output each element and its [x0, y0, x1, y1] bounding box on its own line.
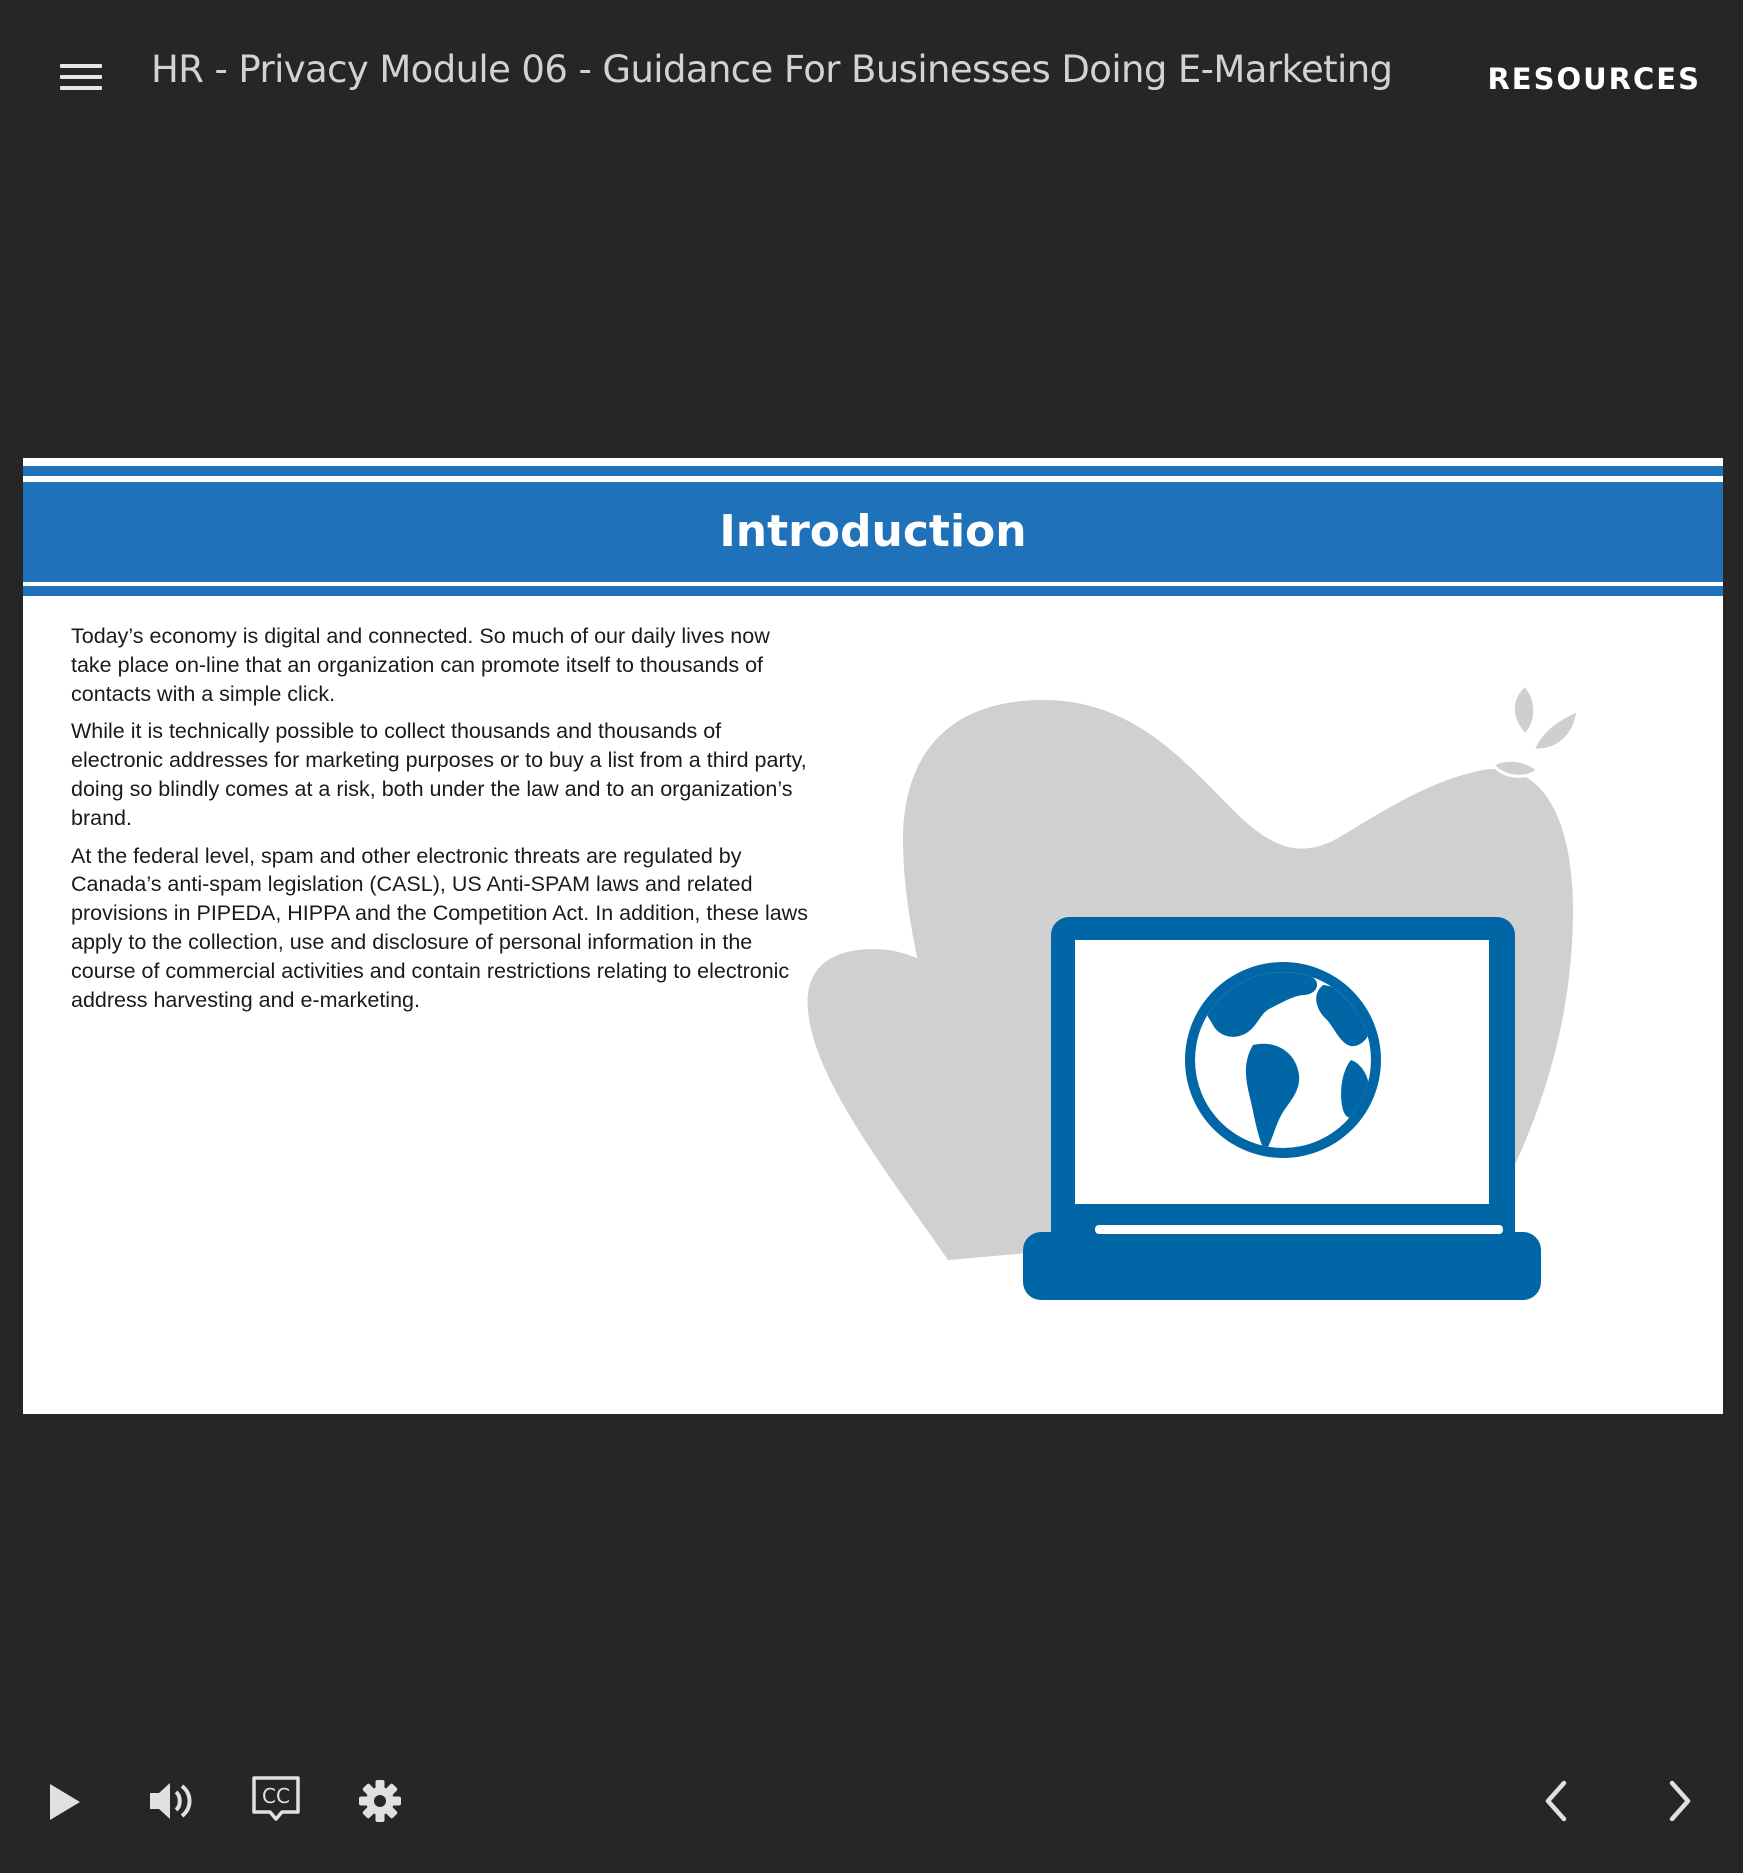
- volume-icon[interactable]: [148, 1778, 196, 1824]
- menu-icon-bar: [60, 86, 102, 90]
- paragraph: Today’s economy is digital and connected. So much of our daily lives now take place on-line that an organization can promote itself to thousands of contacts with a simple click.: [71, 624, 770, 706]
- player-controls: [0, 1760, 1743, 1873]
- slide-body-text: [71, 622, 811, 1023]
- chevron-right-icon[interactable]: [1664, 1778, 1696, 1824]
- course-title: HR - Privacy Module 06 - Guidance For Businesses Doing E-Marketing: [151, 48, 1393, 91]
- resources-button[interactable]: RESOURCES: [1487, 62, 1701, 96]
- slide-heading: Introduction: [719, 506, 1027, 557]
- paragraph: At the federal level, spam and other electronic threats are regulated by Canada’s anti-spam legislation (CASL), US Anti-SPAM laws and related provisions in PIPEDA, HIPPA and the Competition Act. In addition, these laws apply to the collection, use and disclosure of personal information in the course of commercial activities and contain restrictions relating to electronic address harvesting and e-marketing.: [71, 843, 808, 1012]
- slide: [23, 458, 1723, 1414]
- header-stripe-top: [23, 466, 1723, 476]
- menu-icon-bar: [60, 75, 102, 79]
- header-stripe-bottom: [23, 586, 1723, 596]
- laptop-globe-illustration: [803, 640, 1723, 1360]
- top-bar: [0, 0, 1743, 150]
- play-icon[interactable]: [46, 1780, 86, 1824]
- paragraph: While it is technically possible to collect thousands and thousands of electronic addresses for marketing purposes or to buy a list from a third party, doing so blindly comes at a risk, both under the law and to an organization’s brand.: [71, 719, 807, 830]
- menu-icon-bar: [60, 64, 102, 68]
- globe-icon: [1185, 962, 1381, 1158]
- closed-captions-icon[interactable]: [250, 1774, 302, 1824]
- menu-icon[interactable]: [56, 58, 104, 98]
- svg-text:CC: CC: [262, 1784, 290, 1808]
- leaf-sprig-icon: [1493, 685, 1578, 780]
- slide-header-band: [23, 458, 1723, 596]
- gear-icon[interactable]: [357, 1778, 403, 1824]
- chevron-left-icon[interactable]: [1540, 1778, 1572, 1824]
